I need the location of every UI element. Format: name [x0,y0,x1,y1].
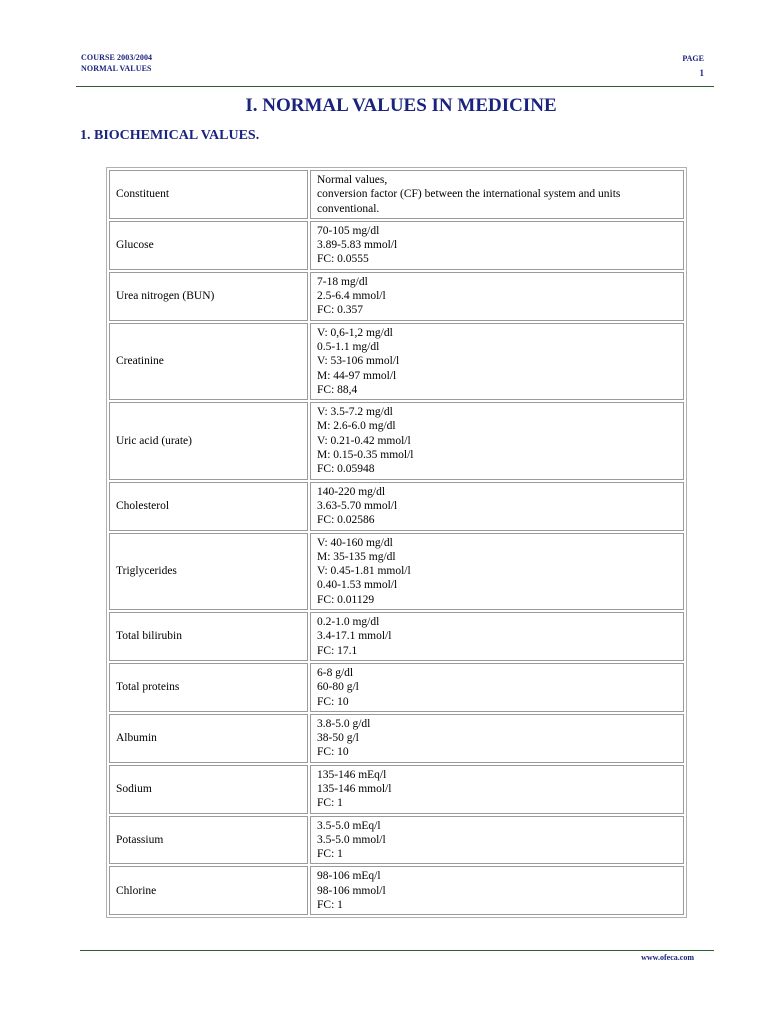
header-cell-values [310,170,684,219]
value-line: 140-220 mg/dl [317,485,386,498]
value-line: V: 0.45-1.81 mmol/l [317,565,411,578]
value-line: 98-106 mEq/l [317,870,381,883]
constituent-cell: Sodium [109,765,308,814]
table-row [109,816,684,865]
value-line: 7-18 mg/dl [317,275,368,288]
footer-divider [80,950,714,951]
constituent-cell: Glucose [109,221,308,270]
constituent-cell: Cholesterol [109,482,308,531]
value-line: V: 3.5-7.2 mg/dl [317,406,393,419]
value-line: 3.63-5.70 mmol/l [317,499,398,512]
values-cell [310,272,684,321]
value-line: 0.40-1.53 mmol/l [317,579,398,592]
value-line: 38-50 g/l [317,732,359,745]
value-line: V: 0,6-1,2 mg/dl [317,326,393,339]
value-line: 0.2-1.0 mg/dl [317,616,380,629]
constituent-cell: Potassium [109,816,308,865]
value-line: FC: 10 [317,746,349,759]
values-cell [310,714,684,763]
page-indicator [682,52,704,80]
value-line: FC: 1 [317,797,343,810]
values-cell [310,663,684,712]
value-line: FC: 0.0555 [317,253,369,266]
table-header-row [109,170,684,219]
value-line: FC: 88,4 [317,383,358,396]
constituent-cell: Triglycerides [109,533,308,610]
value-line: 135-146 mEq/l [317,768,387,781]
table-row [109,482,684,531]
constituent-cell: Total proteins [109,663,308,712]
value-line: 3.89-5.83 mmol/l [317,239,398,252]
running-header [81,52,152,74]
constituent-cell: Chlorine [109,866,308,915]
values-cell [310,533,684,610]
values-cell [310,482,684,531]
header-divider [76,86,714,87]
value-line: V: 53-106 mmol/l [317,355,400,368]
value-line: 98-106 mmol/l [317,884,386,897]
value-line: FC: 0.05948 [317,463,375,476]
table-row [109,323,684,400]
value-line: V: 0.21-0.42 mmol/l [317,434,411,447]
value-line: V: 40-160 mg/dl [317,536,393,549]
value-line: 0.5-1.1 mg/dl [317,340,380,353]
value-line: 135-146 mmol/l [317,782,392,795]
value-line: 60-80 g/l [317,681,359,694]
values-cell [310,402,684,479]
footer-url-link[interactable]: www.ofeca.com [641,953,694,962]
value-line: 3.5-5.0 mmol/l [317,833,386,846]
normal-values-table [106,167,687,918]
value-line: FC: 0.357 [317,304,364,317]
header-values-line: Normal values, [317,174,388,186]
table-row [109,765,684,814]
page-number: 1 [699,68,704,78]
value-line: 6-8 g/dl [317,666,354,679]
value-line: FC: 0.01129 [317,593,375,606]
header-subtitle: NORMAL VALUES [81,64,152,73]
values-cell [310,323,684,400]
value-line: M: 0.15-0.35 mmol/l [317,449,414,462]
value-line: 3.4-17.1 mmol/l [317,630,392,643]
value-line: M: 2.6-6.0 mg/dl [317,420,396,433]
value-line: FC: 1 [317,848,343,861]
page-label: PAGE [682,54,704,63]
table-row [109,272,684,321]
table-row [109,533,684,610]
values-cell [310,816,684,865]
value-line: 2.5-6.4 mmol/l [317,290,386,303]
table-row [109,714,684,763]
value-line: FC: 1 [317,899,343,912]
section-title: 1. BIOCHEMICAL VALUES. [80,128,260,143]
table-row [109,221,684,270]
constituent-cell: Uric acid (urate) [109,402,308,479]
value-line: FC: 10 [317,695,349,708]
value-line: FC: 0.02586 [317,514,375,527]
table-row [109,402,684,479]
table-row [109,612,684,661]
value-line: 3.5-5.0 mEq/l [317,819,381,832]
value-line: M: 35-135 mg/dl [317,550,396,563]
value-line: M: 44-97 mmol/l [317,369,397,382]
header-cell-constituent: Constituent [109,170,308,219]
constituent-cell: Total bilirubin [109,612,308,661]
table-row [109,866,684,915]
value-line: FC: 17.1 [317,644,358,657]
value-line: 70-105 mg/dl [317,224,380,237]
table-row [109,663,684,712]
values-cell [310,221,684,270]
constituent-cell: Albumin [109,714,308,763]
values-cell [310,866,684,915]
values-cell [310,765,684,814]
course-label: COURSE 2003/2004 [81,53,153,62]
header-values-line: conversion factor (CF) between the international system and units conventional. [317,188,621,215]
constituent-cell: Creatinine [109,323,308,400]
document-title: I. NORMAL VALUES IN MEDICINE [245,95,557,116]
constituent-cell: Urea nitrogen (BUN) [109,272,308,321]
values-cell [310,612,684,661]
value-line: 3.8-5.0 g/dl [317,717,371,730]
